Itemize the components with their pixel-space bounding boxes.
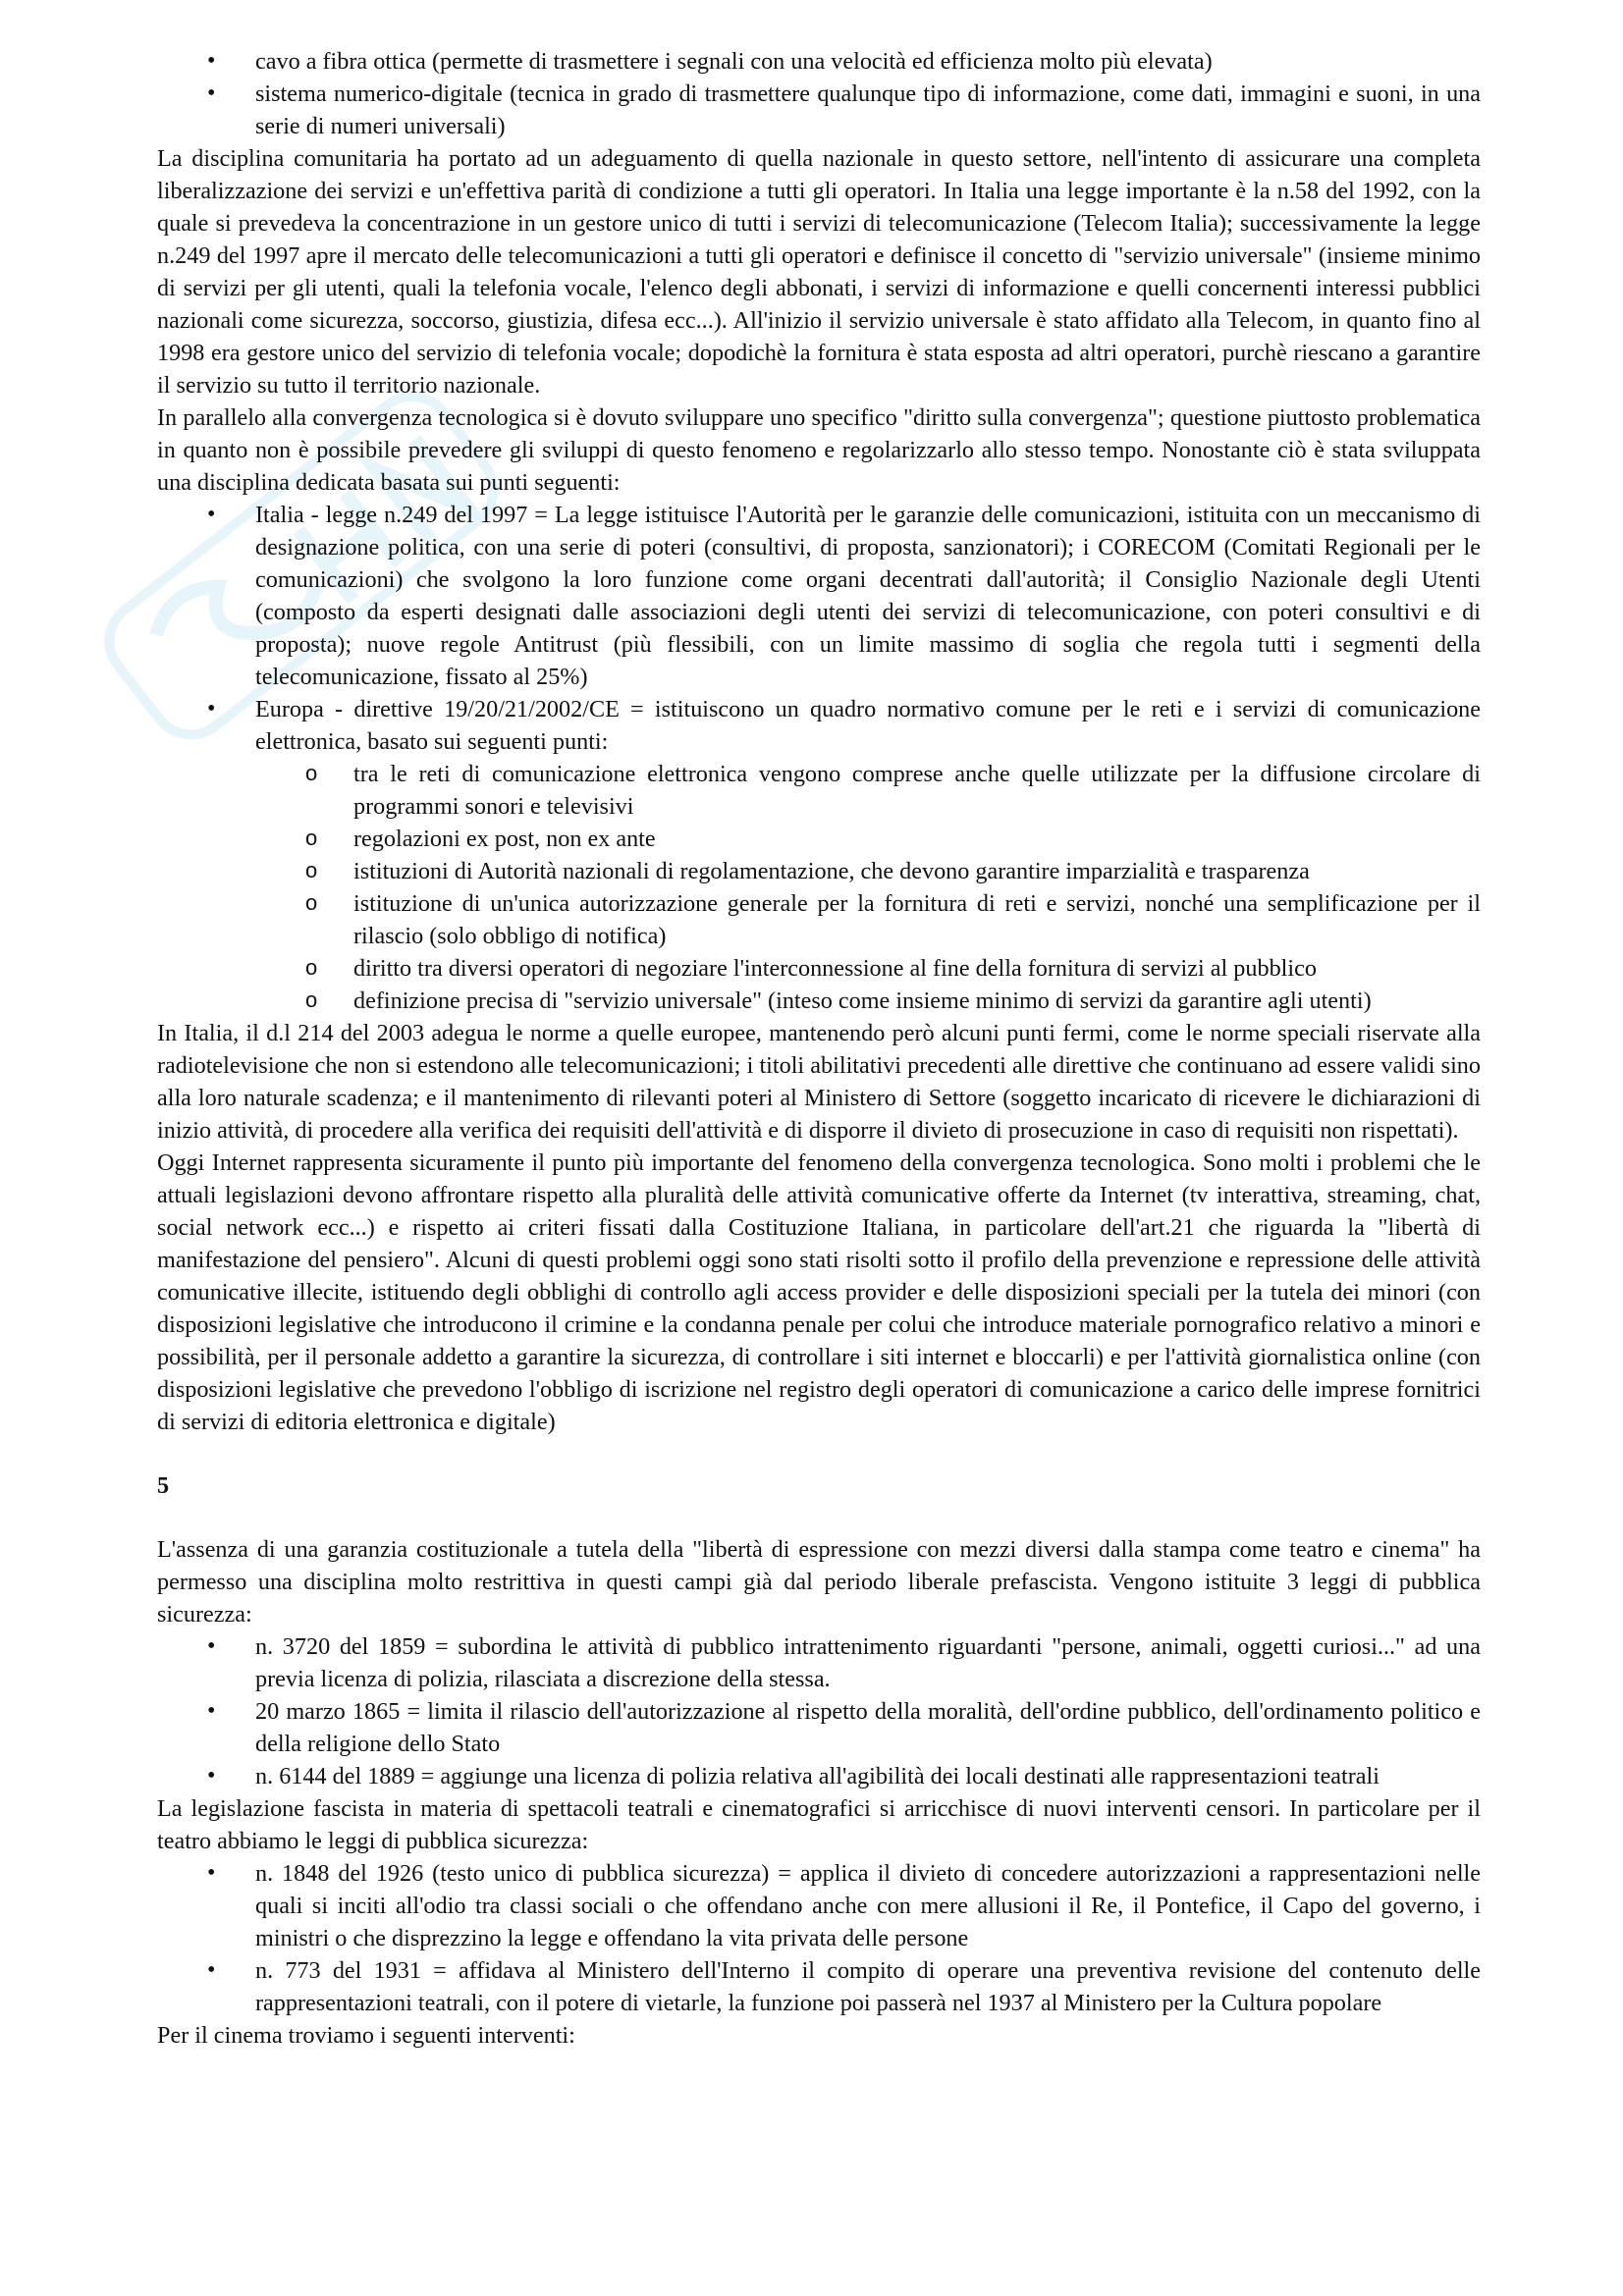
europe-subpoint-list — [157, 758, 1481, 1017]
sub-list-item: o regolazioni ex post, non ex ante — [157, 823, 1481, 855]
paragraph-eu-discipline: La disciplina comunitaria ha portato ad un adeguamento di quella nazionale in questo settore, nell'intento di assicurare una completa liberalizzazione dei servizi e un'effettiva parità di condizione a tutti gli operatori. In Italia una legge importante è la n.58 del 1992, con la quale si prevedeva la concentrazione in un gestore unico di tutti i servizi di telecomunicazione (Telecom Italia); successivamente la legge n.249 del 1997 apre il mercato delle telecomunicazioni a tutti gli operatori e definisce il concetto di "servizio universale" (insieme minimo di servizi per gli utenti, quali la telefonia vocale, l'elenco degli abbonati, i servizi di informazione e quelli concernenti interessi pubblici nazionali come sicurezza, soccorso, giustizia, difesa ecc...). All'inizio il servizio universale è stato affidato alla Telecom, in quanto fino al 1998 era gestore unico del servizio di telefonia vocale; dopodichè la fornitura è stata esposta ad altri operatori, purchè riescano a garantire il servizio su tutto il territorio nazionale. — [157, 145, 1481, 399]
list-item: • Italia - legge n.249 del 1997 = La legge istituisce l'Autorità per le garanzie delle comunicazioni, istituita con un meccanismo di designazione politica, con una serie di poteri (consultivi, di proposta, sanzionatori); i CORECOM (Comitati Regionali per le comunicazioni) che svolgono la loro funzione come organi decentrati dall'autorità; il Consiglio Nazionale degli Utenti (composto da esperti designati dalle associazioni degli utenti dei servizi di telecomunicazione, con poteri consultivi e di proposta); nuove regole Antitrust (più flessibili, con un limite massimo di soglia che regola tutti i segmenti della telecomunicazione, fissato al 25%) — [157, 499, 1481, 693]
list-item: • 20 marzo 1865 = limita il rilascio dell'autorizzazione al rispetto della moralità, dell'ordine pubblico, dell'ordinamento politico e della religione dello Stato — [157, 1695, 1481, 1760]
list-item: • n. 3720 del 1859 = subordina le attività di pubblico intrattenimento riguardanti "persone, animali, oggetti curiosi..." ad una previa licenza di polizia, rilasciata a discrezione della stessa. — [157, 1630, 1481, 1695]
list-item-text: Europa - direttive 19/20/21/2002/CE = istituiscono un quadro normativo comune per le reti e i servizi di comunicazione elettronica, basato sui seguenti punti: — [255, 696, 1481, 755]
paragraph-fascist-legislation: La legislazione fascista in materia di spettacoli teatrali e cinematografici si arricchisce di nuovi interventi censori. In particolare per il teatro abbiamo le leggi di pubblica sicurezza: — [157, 1795, 1481, 1854]
list-item: • n. 773 del 1931 = affidava al Ministero dell'Interno il compito di operare una preventiva revisione del contenuto delle rappresentazioni teatrali, con il potere di vietarle, la funzione poi passerà nel 1937 al Ministero per la Cultura popolare — [157, 1954, 1481, 2019]
continued-bullet-list — [157, 45, 1481, 142]
paragraph-convergence-law: In parallelo alla convergenza tecnologica si è dovuto sviluppare uno specifico "diritto sulla convergenza"; questione piuttosto problematica in quanto non è possibile prevedere gli sviluppi di questo fenomeno e regolarizzarlo allo stesso tempo. Nonostante ciò è stata sviluppata una disciplina dedicata basata sui punti seguenti: — [157, 404, 1481, 496]
list-item: • sistema numerico-digitale (tecnica in grado di trasmettere qualunque tipo di informazione, come dati, immagini e suoni, in una serie di numeri universali) — [157, 78, 1481, 142]
paragraph-dl-214-2003: In Italia, il d.l 214 del 2003 adegua le norme a quelle europee, mantenendo però alcuni punti fermi, come le norme speciali riservate alla radiotelevisione che non si estendono alle telecomunicazioni; i titoli abilitativi precedenti alle direttive che continuano ad essere validi sino alla loro naturale scadenza; e il mantenimento di rilevanti poteri al Ministero di Settore (soggetto incaricato di ricevere le dichiarazioni di inizio attività, di procedere alla verifica dei requisiti dell'attività e di disporre il divieto di prosecuzione in caso di requisiti non rispettati). — [157, 1020, 1481, 1144]
paragraph-constitutional-guarantee: L'assenza di una garanzia costituzionale a tutela della "libertà di espressione con mezzi diversi dalla stampa come teatro e cinema" ha permesso una disciplina molto restrittiva in questi campi già dal periodo liberale prefascista. Vengono istituite 3 leggi di pubblica sicurezza: — [157, 1536, 1481, 1628]
theatre-law-list — [157, 1857, 1481, 2019]
paragraph-internet: Oggi Internet rappresenta sicuramente il punto più importante del fenomeno della convergenza tecnologica. Sono molti i problemi che le attuali legislazioni devono affrontare rispetto alla pluralità delle attività comunicative offerte da Internet (tv interattiva, streaming, chat, social network ecc...) e rispetto ai criteri fissati dalla Costituzione Italiana, in particolare dell'art.21 che riguarda la "libertà di manifestazione del pensiero". Alcuni di questi problemi oggi sono stati risolti sotto il profilo della prevenzione e repressione delle attività comunicative illecite, istituendo degli obblighi di controllo agli access provider e delle disposizioni speciali per la tutela dei minori (con disposizioni legislative che introducono il crimine e la condanna penale per colui che introduce materiale pornografico relativo a minori e possibilità, per il personale addetto a garantire la sicurezza, di controllare i siti internet e bloccarli) e per l'attività giornalistica online (con disposizioni legislative che prevedono l'obbligo di iscrizione nel registro degli operatori di comunicazione a carico delle imprese fornitrici di servizi di editoria elettronica e digitale) — [157, 1149, 1481, 1435]
sub-list-item: o istituzioni di Autorità nazionali di regolamentazione, che devono garantire imparzialità e trasparenza — [157, 855, 1481, 887]
sub-list-item: o istituzione di un'unica autorizzazione generale per la fornitura di reti e servizi, nonché una semplificazione per il rilascio (solo obbligo di notifica) — [157, 887, 1481, 952]
security-law-list — [157, 1630, 1481, 1792]
sub-list-item: o definizione precisa di "servizio universale" (inteso come insieme minimo di servizi da garantire agli utenti) — [157, 985, 1481, 1017]
sub-list-item: o diritto tra diversi operatori di negoziare l'interconnessione al fine della fornitura di servizi al pubblico — [157, 952, 1481, 985]
paragraph-cinema-intro: Per il cinema troviamo i seguenti interventi: — [157, 2022, 575, 2049]
list-item — [157, 693, 1481, 1017]
convergence-bullet-list — [157, 499, 1481, 1017]
sub-list-item: o tra le reti di comunicazione elettronica vengono comprese anche quelle utilizzate per la diffusione circolare di programmi sonori e televisivi — [157, 758, 1481, 823]
document-page — [157, 45, 1481, 2052]
list-item: • cavo a fibra ottica (permette di trasmettere i segnali con una velocità ed efficienza molto più elevata) — [157, 45, 1481, 78]
list-item: • n. 6144 del 1889 = aggiunge una licenza di polizia relativa all'agibilità dei locali destinati alle rappresentazioni teatrali — [157, 1760, 1481, 1792]
section-number: 5 — [157, 1472, 170, 1499]
list-item: • n. 1848 del 1926 (testo unico di pubblica sicurezza) = applica il divieto di concedere autorizzazioni a rappresentazioni nelle quali si inciti all'odio tra classi sociali o che offendano anche con mere allusioni il Re, il Pontefice, il Capo del governo, i ministri o che disprezzino la legge e offendano la vita privata delle persone — [157, 1857, 1481, 1954]
